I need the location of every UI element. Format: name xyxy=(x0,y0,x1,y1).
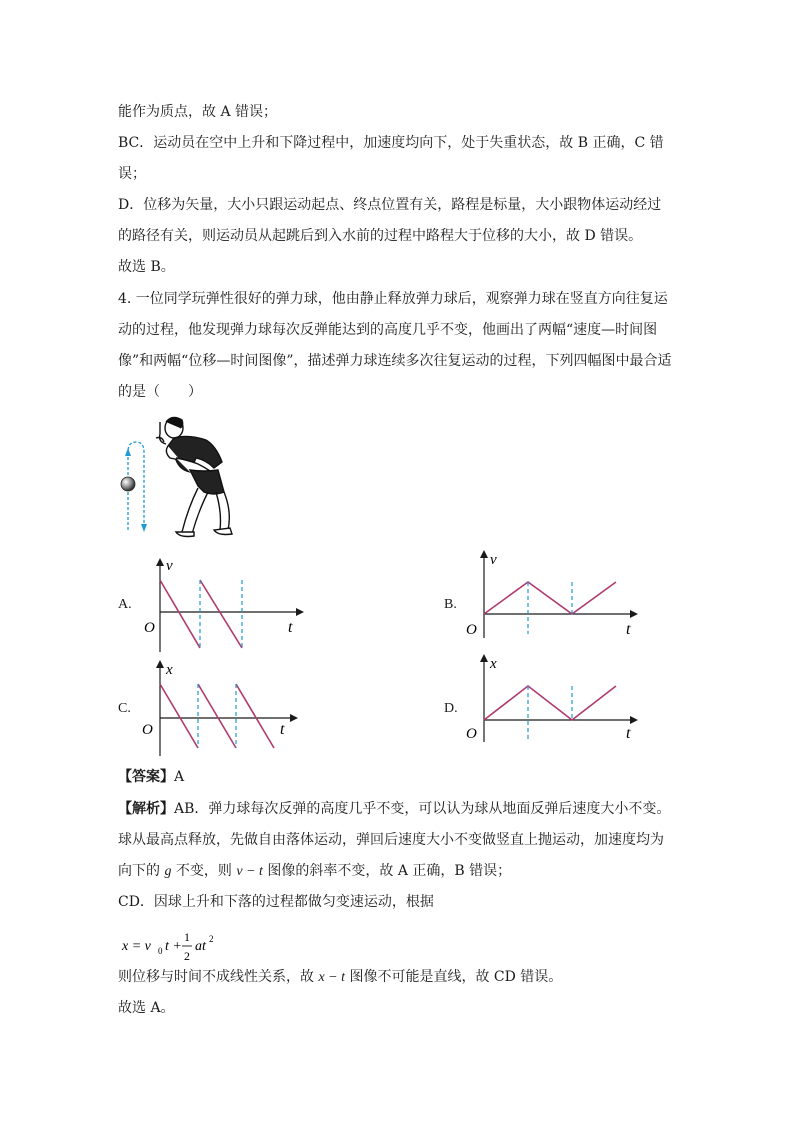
analysis-text: 则位移与时间不成线性关系，故 xyxy=(118,969,319,985)
origin-label: O xyxy=(144,620,155,636)
formula-sup: 2 xyxy=(209,934,214,944)
option-d-label: D. xyxy=(444,701,458,716)
formula-sub: 0 xyxy=(158,946,163,956)
y-axis-label: v xyxy=(490,552,497,568)
option-d-graph xyxy=(460,652,640,744)
analysis-line xyxy=(118,799,670,819)
x-axis-label: t xyxy=(626,621,631,638)
origin-label: O xyxy=(466,622,477,638)
question-line: 像”和两幅“位移—时间图像”，描述弹力球连续多次往复运动的过程，下列四幅图中最合适 xyxy=(118,353,672,369)
analysis-line xyxy=(118,967,562,988)
analysis-text: 向下的 xyxy=(118,863,165,879)
formula-rest: at xyxy=(195,939,206,954)
xt-symbol: x − t xyxy=(318,970,346,985)
vt-symbol: v − t xyxy=(236,864,263,879)
origin-label: O xyxy=(142,722,153,738)
displacement-formula xyxy=(118,926,238,966)
option-a-label: A. xyxy=(118,597,132,612)
x-axis-label: t xyxy=(626,725,631,742)
answer-tag: 【答案】 xyxy=(118,769,174,785)
origin-label: O xyxy=(466,726,477,742)
answer-line xyxy=(118,767,184,787)
option-a-graph xyxy=(138,556,308,656)
analysis-text: 图像的斜率不变，故 A 正确，B 错误； xyxy=(262,863,512,879)
formula-num: 1 xyxy=(184,930,190,944)
arrow-up-icon xyxy=(125,448,131,456)
analysis-tag: 【解析】 xyxy=(118,801,174,817)
analysis-line: 故选 A。 xyxy=(118,1000,175,1016)
x-axis-label: t xyxy=(280,721,285,738)
analysis-line: CD．因球上升和下落的过程都做匀变速运动，根据 xyxy=(118,894,434,910)
analysis-text: 不变，则 xyxy=(171,863,237,879)
person-figure xyxy=(156,417,232,536)
text-line: 误； xyxy=(118,166,146,182)
analysis-line xyxy=(118,861,511,882)
formula-t: t + xyxy=(165,939,182,954)
option-c-graph xyxy=(138,658,308,758)
arrow-down-icon xyxy=(141,524,147,532)
option-b-graph xyxy=(460,548,640,640)
ball xyxy=(121,477,135,491)
text-line: D．位移为矢量，大小只跟运动起点、终点位置有关，路程是标量，大小跟物体运动经过 xyxy=(118,197,662,213)
y-axis-label: v xyxy=(166,558,173,574)
text-line: 故选 B。 xyxy=(118,259,175,275)
text-line: 的路径有关，则运动员从起跳后到入水前的过程中路程大于位移的大小，故 D 错误。 xyxy=(118,228,643,244)
answer-value: A xyxy=(174,769,185,785)
text-line: BC．运动员在空中上升和下降过程中，加速度均向下，处于失重状态，故 B 正确，C 错 xyxy=(118,135,664,151)
text-line: 能作为质点，故 A 错误； xyxy=(118,104,278,120)
formula-den: 2 xyxy=(184,949,190,963)
formula-lhs: x = v xyxy=(122,939,151,954)
question-line: 4. 一位同学玩弹性很好的弹力球，他由静止释放弹力球后，观察弹力球在竖直方向往复运 xyxy=(118,291,668,307)
question-line: 动的过程，他发现弹力球每次反弹能达到的高度几乎不变，他画出了两幅“速度—时间图 xyxy=(118,322,658,338)
y-axis-label: x xyxy=(490,656,497,672)
analysis-text: AB．弹力球每次反弹的高度几乎不变，可以认为球从地面反弹后速度大小不变。 xyxy=(174,801,671,817)
analysis-line: 球从最高点释放，先做自由落体运动，弹回后速度大小不变做竖直上抛运动，加速度均为 xyxy=(118,832,664,848)
y-axis-label: x xyxy=(166,662,173,678)
g-symbol: g xyxy=(164,864,172,879)
person-ball-illustration xyxy=(118,412,248,544)
x-axis-label: t xyxy=(288,619,293,636)
option-b-label: B. xyxy=(444,597,457,612)
option-c-label: C. xyxy=(118,701,131,716)
question-line: 的是（ ） xyxy=(118,384,202,400)
analysis-text: 图像不可能是直线，故 CD 错误。 xyxy=(345,969,563,985)
